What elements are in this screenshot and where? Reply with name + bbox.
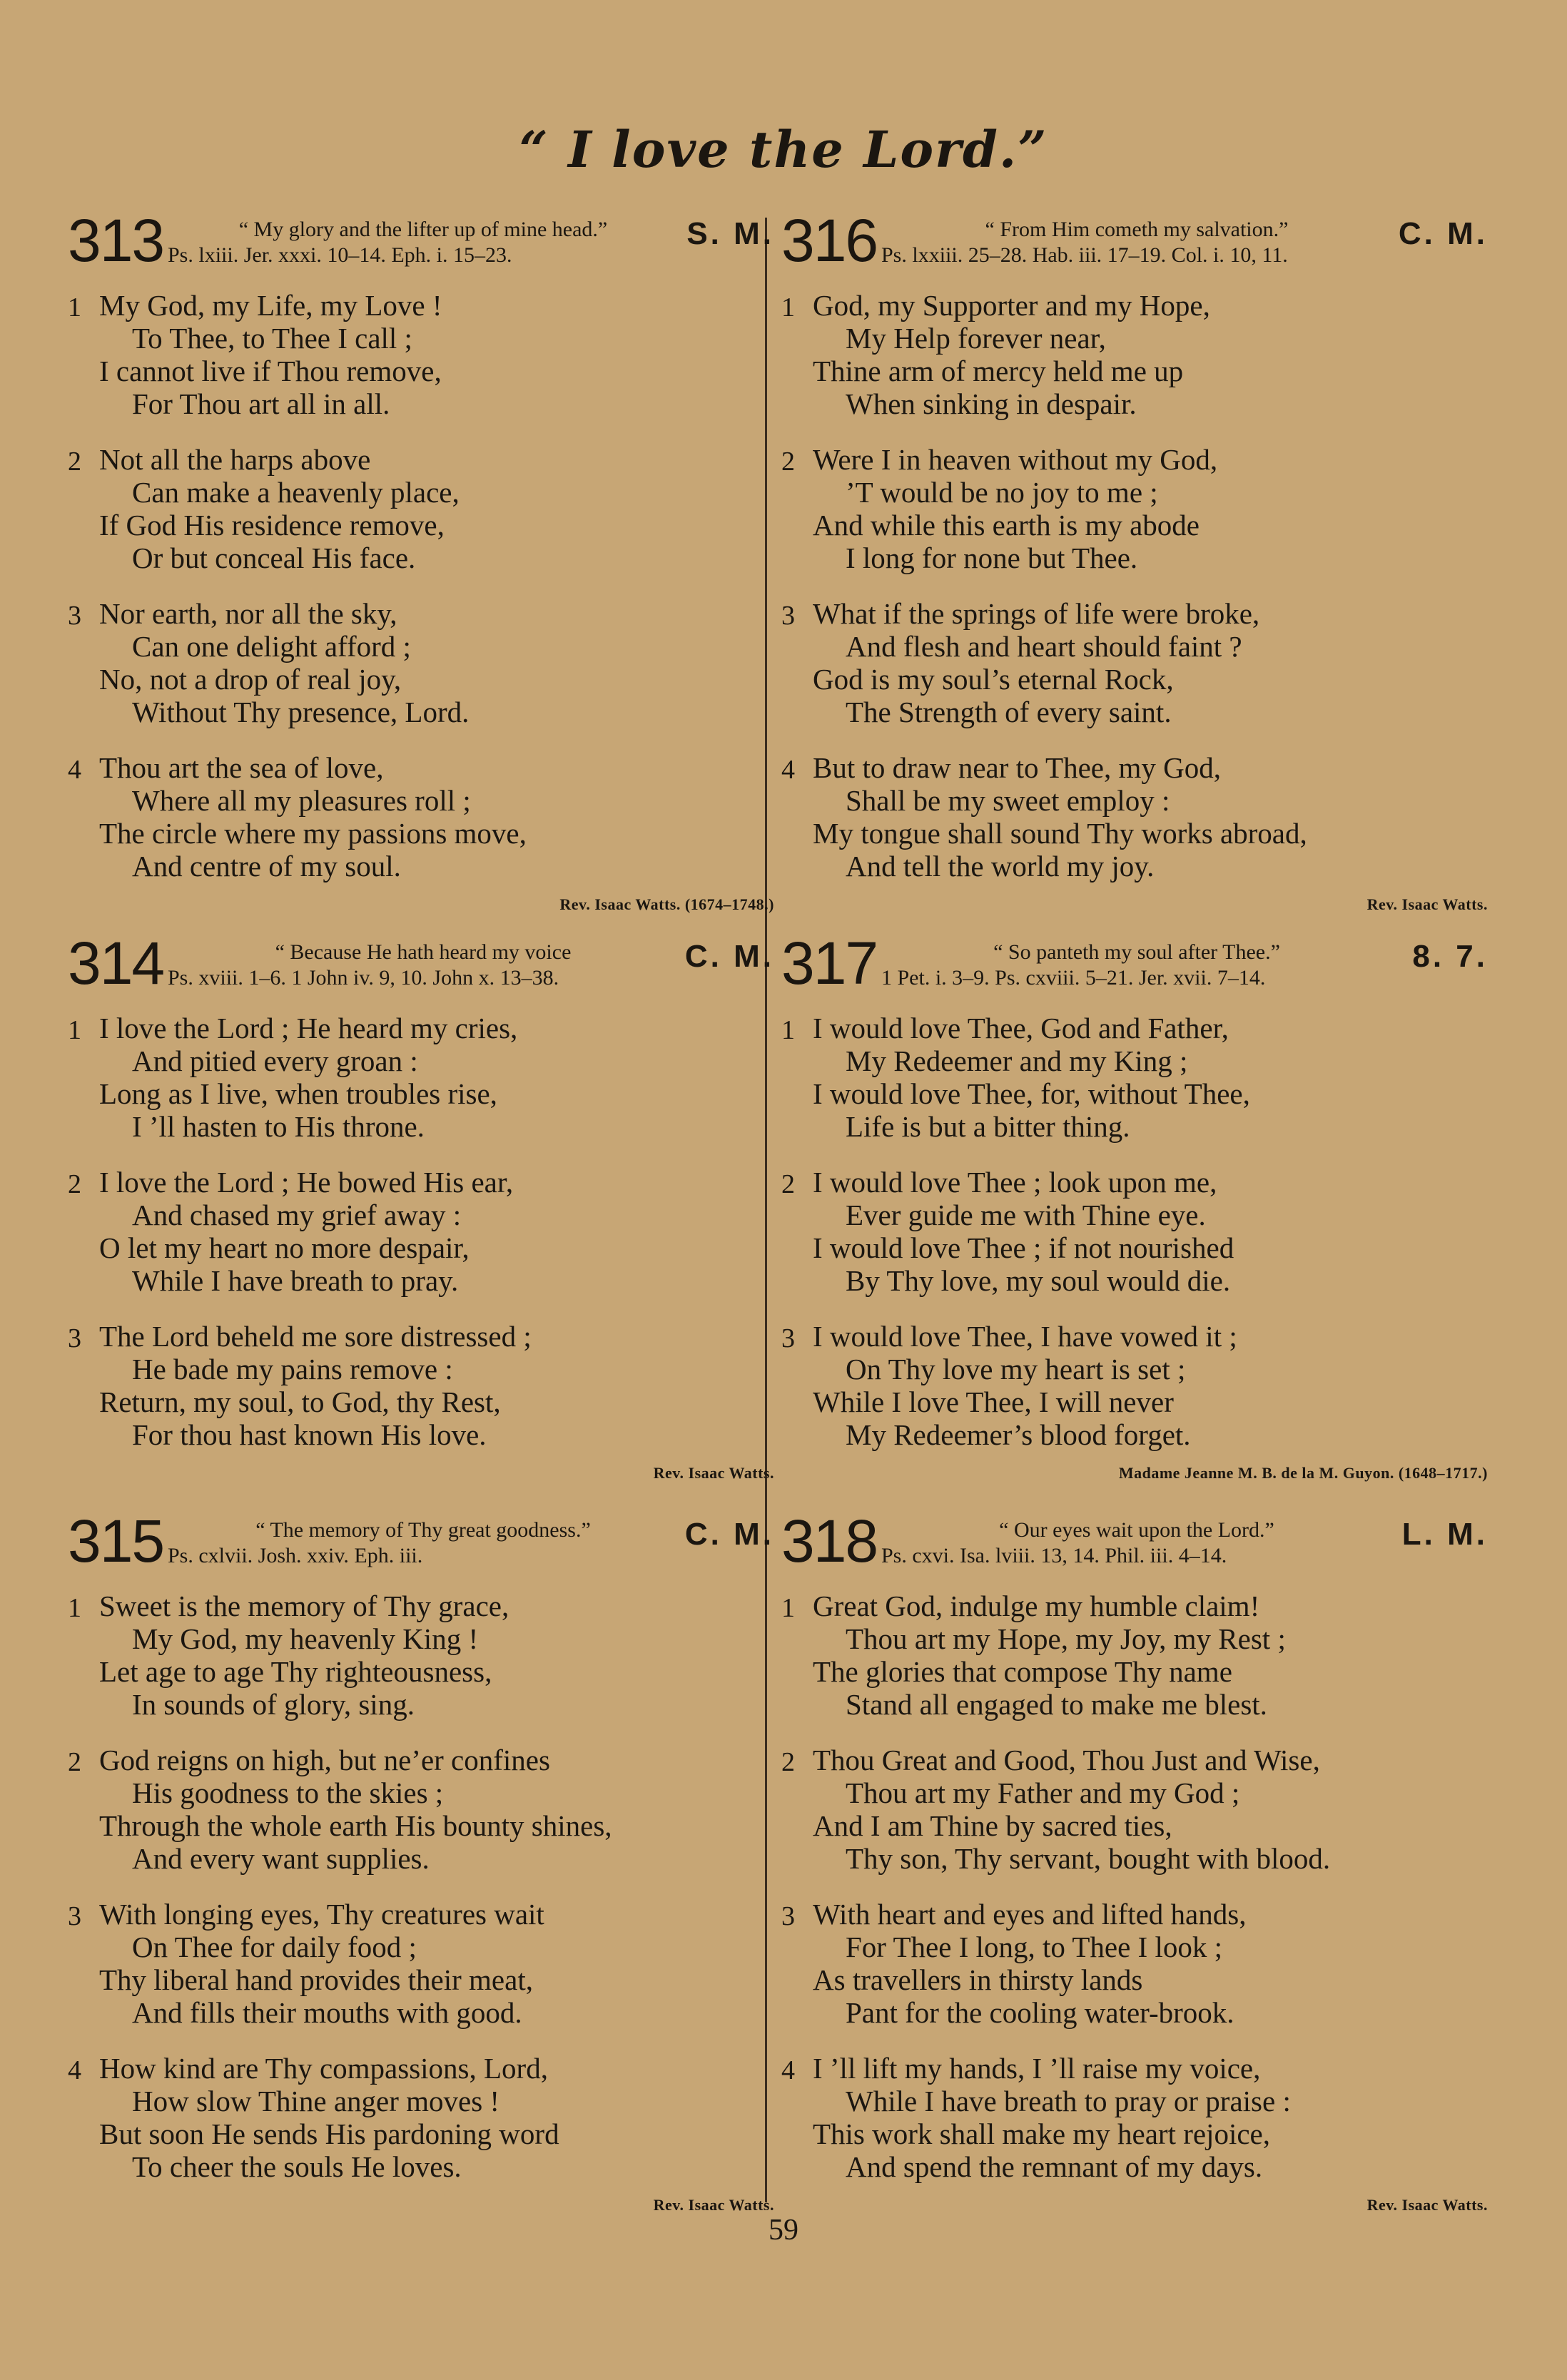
verse-line: Pant for the cooling water-brook. bbox=[846, 1996, 1234, 2029]
verse-line: When sinking in despair. bbox=[846, 387, 1137, 420]
stanza-number: 3 bbox=[781, 1323, 795, 1353]
verse-line: To cheer the souls He loves. bbox=[132, 2150, 462, 2183]
verse-line: His goodness to the skies ; bbox=[132, 1776, 444, 1809]
hymn-315 bbox=[68, 1507, 774, 2214]
verse-line: The glories that compose Thy name bbox=[813, 1655, 1232, 1688]
hymn-318 bbox=[781, 1507, 1488, 2214]
stanza bbox=[781, 1898, 1488, 2029]
verse-line: If God His residence remove, bbox=[99, 509, 445, 541]
verse-line: I long for none but Thee. bbox=[846, 541, 1138, 574]
hymn-meter: C. M. bbox=[684, 939, 774, 974]
hymn-meter: C. M. bbox=[684, 1517, 774, 1552]
verse-line: My Help forever near, bbox=[846, 322, 1106, 355]
verse-line: I would love Thee, I have vowed it ; bbox=[813, 1320, 1237, 1353]
verse-line: Shall be my sweet employ : bbox=[846, 784, 1170, 817]
verse-line: Where all my pleasures roll ; bbox=[132, 784, 471, 817]
stanza bbox=[68, 1898, 774, 2029]
verse-line: And pitied every groan : bbox=[132, 1044, 418, 1077]
stanza bbox=[781, 1744, 1488, 1875]
verse-line: And fills their mouths with good. bbox=[132, 1996, 522, 2029]
verse-line: Can make a heavenly place, bbox=[132, 476, 460, 509]
stanza bbox=[781, 1320, 1488, 1451]
verse-line: My God, my Life, my Love ! bbox=[99, 289, 442, 322]
stanza-number: 3 bbox=[68, 1323, 81, 1353]
stanza-number: 2 bbox=[781, 447, 795, 477]
verse-line: On Thy love my heart is set ; bbox=[846, 1353, 1186, 1385]
stanza-number: 3 bbox=[68, 1901, 81, 1931]
verse-line: I would love Thee ; if not nourished bbox=[813, 1231, 1234, 1264]
verse-line: By Thy love, my soul would die. bbox=[846, 1264, 1231, 1297]
stanza-number: 2 bbox=[68, 447, 81, 477]
hymn-number: 317 bbox=[781, 930, 878, 997]
verse-line: Long as I live, when troubles rise, bbox=[99, 1077, 497, 1110]
verse-line: This work shall make my heart rejoice, bbox=[813, 2117, 1270, 2150]
verse-line: Let age to age Thy righteousness, bbox=[99, 1655, 492, 1688]
verse-line: My tongue shall sound Thy works abroad, bbox=[813, 817, 1307, 850]
verse-line: Thou art my Hope, my Joy, my Rest ; bbox=[846, 1622, 1286, 1655]
hymn-number: 314 bbox=[68, 930, 164, 997]
verse-line: The Strength of every saint. bbox=[846, 696, 1172, 728]
verse-line: Life is but a bitter thing. bbox=[846, 1110, 1130, 1143]
verse-line: And spend the remnant of my days. bbox=[846, 2150, 1263, 2183]
stanza-number: 1 bbox=[781, 293, 795, 322]
verse-line: But soon He sends His pardoning word bbox=[99, 2117, 559, 2150]
hymn-author: Rev. Isaac Watts. bbox=[1366, 895, 1488, 913]
verse-line: In sounds of glory, sing. bbox=[132, 1688, 415, 1721]
stanza-number: 3 bbox=[68, 601, 81, 631]
stanza bbox=[68, 751, 774, 883]
stanza bbox=[68, 1320, 774, 1451]
hymn-refs: Ps. lxiii. Jer. xxxi. 10–14. Eph. i. 15–23. bbox=[168, 243, 512, 267]
verse-line: Through the whole earth His bounty shines, bbox=[99, 1809, 612, 1842]
stanza bbox=[68, 597, 774, 728]
verse-line: Thou art the sea of love, bbox=[99, 751, 384, 784]
verse-line: Ever guide me with Thine eye. bbox=[846, 1199, 1206, 1231]
hymn-refs: Ps. xviii. 1–6. 1 John iv. 9, 10. John x. 13–38. bbox=[168, 966, 559, 990]
stanza-number: 2 bbox=[68, 1169, 81, 1199]
stanza-number: 2 bbox=[781, 1747, 795, 1777]
stanza bbox=[68, 1590, 774, 1721]
hymn-author: Madame Jeanne M. B. de la M. Guyon. (1648–1717.) bbox=[1118, 1464, 1488, 1482]
stanza-number: 2 bbox=[781, 1169, 795, 1199]
verse-line: Great God, indulge my humble claim! bbox=[813, 1590, 1260, 1622]
stanza-number: 1 bbox=[781, 1593, 795, 1623]
verse-line: I would love Thee, God and Father, bbox=[813, 1012, 1229, 1044]
verse-line: Can one delight afford ; bbox=[132, 630, 411, 663]
hymn-number: 316 bbox=[781, 207, 878, 274]
stanza bbox=[781, 1590, 1488, 1721]
verse-line: But to draw near to Thee, my God, bbox=[813, 751, 1221, 784]
verse-line: My God, my heavenly King ! bbox=[132, 1622, 479, 1655]
stanza-number: 4 bbox=[68, 755, 81, 785]
stanza bbox=[781, 2052, 1488, 2183]
verse-line: How slow Thine anger moves ! bbox=[132, 2085, 500, 2117]
hymn-number: 315 bbox=[68, 1507, 164, 1575]
verse-line: And while this earth is my abode bbox=[813, 509, 1200, 541]
verse-line: And I am Thine by sacred ties, bbox=[813, 1809, 1172, 1842]
verse-line: I love the Lord ; He bowed His ear, bbox=[99, 1166, 514, 1199]
hymn-author: Rev. Isaac Watts. (1674–1748.) bbox=[559, 895, 774, 913]
verse-line: With heart and eyes and lifted hands, bbox=[813, 1898, 1247, 1931]
stanza-number: 1 bbox=[68, 293, 81, 322]
verse-line: And flesh and heart should faint ? bbox=[846, 630, 1242, 663]
stanza-number: 1 bbox=[781, 1015, 795, 1045]
stanza bbox=[781, 1012, 1488, 1143]
verse-line: No, not a drop of real joy, bbox=[99, 663, 402, 696]
verse-line: Or but conceal His face. bbox=[132, 541, 416, 574]
verse-line: Return, my soul, to God, thy Rest, bbox=[99, 1385, 501, 1418]
hymn-quote: “ From Him cometh my salvation.” bbox=[985, 218, 1289, 241]
hymn-quote: “ Because He hath heard my voice bbox=[275, 940, 572, 964]
verse-line: How kind are Thy compassions, Lord, bbox=[99, 2052, 548, 2085]
verse-line: For thou hast known His love. bbox=[132, 1418, 487, 1451]
stanza-number: 3 bbox=[781, 1901, 795, 1931]
hymn-refs: Ps. cxvi. Isa. lviii. 13, 14. Phil. iii. 4–14. bbox=[881, 1544, 1227, 1567]
hymn-quote: “ So panteth my soul after Thee.” bbox=[993, 940, 1280, 964]
verse-line: What if the springs of life were broke, bbox=[813, 597, 1260, 630]
stanza bbox=[68, 1166, 774, 1297]
hymn-meter: L. M. bbox=[1401, 1517, 1488, 1552]
hymn-number: 318 bbox=[781, 1507, 878, 1575]
verse-line: For Thee I long, to Thee I look ; bbox=[846, 1931, 1222, 1963]
hymn-refs: Ps. lxxiii. 25–28. Hab. iii. 17–19. Col. i. 10, 11. bbox=[881, 243, 1288, 267]
verse-line: The Lord beheld me sore distressed ; bbox=[99, 1320, 532, 1353]
verse-line: My Redeemer’s blood forget. bbox=[846, 1418, 1191, 1451]
hymn-314 bbox=[68, 930, 774, 1483]
verse-line: To Thee, to Thee I call ; bbox=[132, 322, 412, 355]
verse-line: Without Thy presence, Lord. bbox=[132, 696, 470, 728]
verse-line: Thou art my Father and my God ; bbox=[846, 1776, 1240, 1809]
verse-line: God is my soul’s eternal Rock, bbox=[813, 663, 1174, 696]
verse-line: I love the Lord ; He heard my cries, bbox=[99, 1012, 518, 1044]
verse-line: And chased my grief away : bbox=[132, 1199, 462, 1231]
page-number: 59 bbox=[769, 2214, 798, 2247]
hymn-author: Rev. Isaac Watts. bbox=[653, 1464, 774, 1482]
stanza-number: 4 bbox=[68, 2055, 81, 2085]
stanza-number: 1 bbox=[68, 1015, 81, 1045]
stanza bbox=[68, 2052, 774, 2183]
verse-line: I ’ll hasten to His throne. bbox=[132, 1110, 425, 1143]
stanza-number: 2 bbox=[68, 1747, 81, 1777]
verse-line: On Thee for daily food ; bbox=[132, 1931, 417, 1963]
verse-line: With longing eyes, Thy creatures wait bbox=[99, 1898, 544, 1931]
verse-line: God reigns on high, but ne’er confines bbox=[99, 1744, 550, 1776]
verse-line: While I have breath to pray or praise : bbox=[846, 2085, 1291, 2117]
verse-line: Thy liberal hand provides their meat, bbox=[99, 1963, 533, 1996]
hymn-meter: S. M. bbox=[686, 216, 774, 251]
verse-line: While I have breath to pray. bbox=[132, 1264, 459, 1297]
verse-line: While I love Thee, I will never bbox=[813, 1385, 1174, 1418]
hymn-quote: “ The memory of Thy great goodness.” bbox=[255, 1518, 591, 1542]
stanza bbox=[781, 289, 1488, 420]
hymn-316 bbox=[781, 207, 1488, 914]
verse-line: Were I in heaven without my God, bbox=[813, 443, 1218, 476]
hymn-meter: 8. 7. bbox=[1412, 939, 1488, 974]
hymn-quote: “ Our eyes wait upon the Lord.” bbox=[999, 1518, 1274, 1542]
verse-line: And tell the world my joy. bbox=[846, 850, 1155, 883]
verse-line: Sweet is the memory of Thy grace, bbox=[99, 1590, 509, 1622]
verse-line: The circle where my passions move, bbox=[99, 817, 527, 850]
hymn-refs: 1 Pet. i. 3–9. Ps. cxviii. 5–21. Jer. xvii. 7–14. bbox=[881, 966, 1266, 990]
hymn-quote: “ My glory and the lifter up of mine head.” bbox=[238, 218, 608, 241]
stanza-number: 1 bbox=[68, 1593, 81, 1623]
stanza bbox=[781, 751, 1488, 883]
stanza-number: 4 bbox=[781, 755, 795, 785]
verse-line: For Thou art all in all. bbox=[132, 387, 390, 420]
verse-line: Nor earth, nor all the sky, bbox=[99, 597, 397, 630]
hymn-author: Rev. Isaac Watts. bbox=[653, 2196, 774, 2214]
stanza bbox=[781, 597, 1488, 728]
stanza-number: 4 bbox=[781, 2055, 795, 2085]
verse-line: Thine arm of mercy held me up bbox=[813, 355, 1184, 387]
verse-line: I would love Thee ; look upon me, bbox=[813, 1166, 1217, 1199]
verse-line: My Redeemer and my King ; bbox=[846, 1044, 1188, 1077]
verse-line: He bade my pains remove : bbox=[132, 1353, 453, 1385]
verse-line: Stand all engaged to make me blest. bbox=[846, 1688, 1267, 1721]
verse-line: O let my heart no more despair, bbox=[99, 1231, 470, 1264]
hymn-refs: Ps. cxlvii. Josh. xxiv. Eph. iii. bbox=[168, 1544, 423, 1567]
verse-line: And centre of my soul. bbox=[132, 850, 401, 883]
hymn-313 bbox=[68, 207, 774, 914]
verse-line: Thou Great and Good, Thou Just and Wise, bbox=[813, 1744, 1320, 1776]
verse-line: Thy son, Thy servant, bought with blood. bbox=[846, 1842, 1331, 1875]
stanza bbox=[781, 1166, 1488, 1297]
verse-line: I would love Thee, for, without Thee, bbox=[813, 1077, 1250, 1110]
stanza bbox=[68, 1744, 774, 1875]
stanza bbox=[68, 1012, 774, 1143]
page-title: “ I love the Lord.” bbox=[519, 120, 1048, 179]
verse-line: And every want supplies. bbox=[132, 1842, 430, 1875]
verse-line: Not all the harps above bbox=[99, 443, 371, 476]
hymn-author: Rev. Isaac Watts. bbox=[1366, 2196, 1488, 2214]
verse-line: God, my Supporter and my Hope, bbox=[813, 289, 1210, 322]
stanza bbox=[781, 443, 1488, 574]
verse-line: I ’ll lift my hands, I ’ll raise my voice, bbox=[813, 2052, 1261, 2085]
verse-line: ’T would be no joy to me ; bbox=[846, 476, 1158, 509]
stanza bbox=[68, 289, 774, 420]
hymn-317 bbox=[781, 930, 1488, 1483]
verse-line: I cannot live if Thou remove, bbox=[99, 355, 442, 387]
stanza-number: 3 bbox=[781, 601, 795, 631]
verse-line: As travellers in thirsty lands bbox=[813, 1963, 1143, 1996]
stanza bbox=[68, 443, 774, 574]
hymn-number: 313 bbox=[68, 207, 164, 274]
hymn-meter: C. M. bbox=[1398, 216, 1488, 251]
